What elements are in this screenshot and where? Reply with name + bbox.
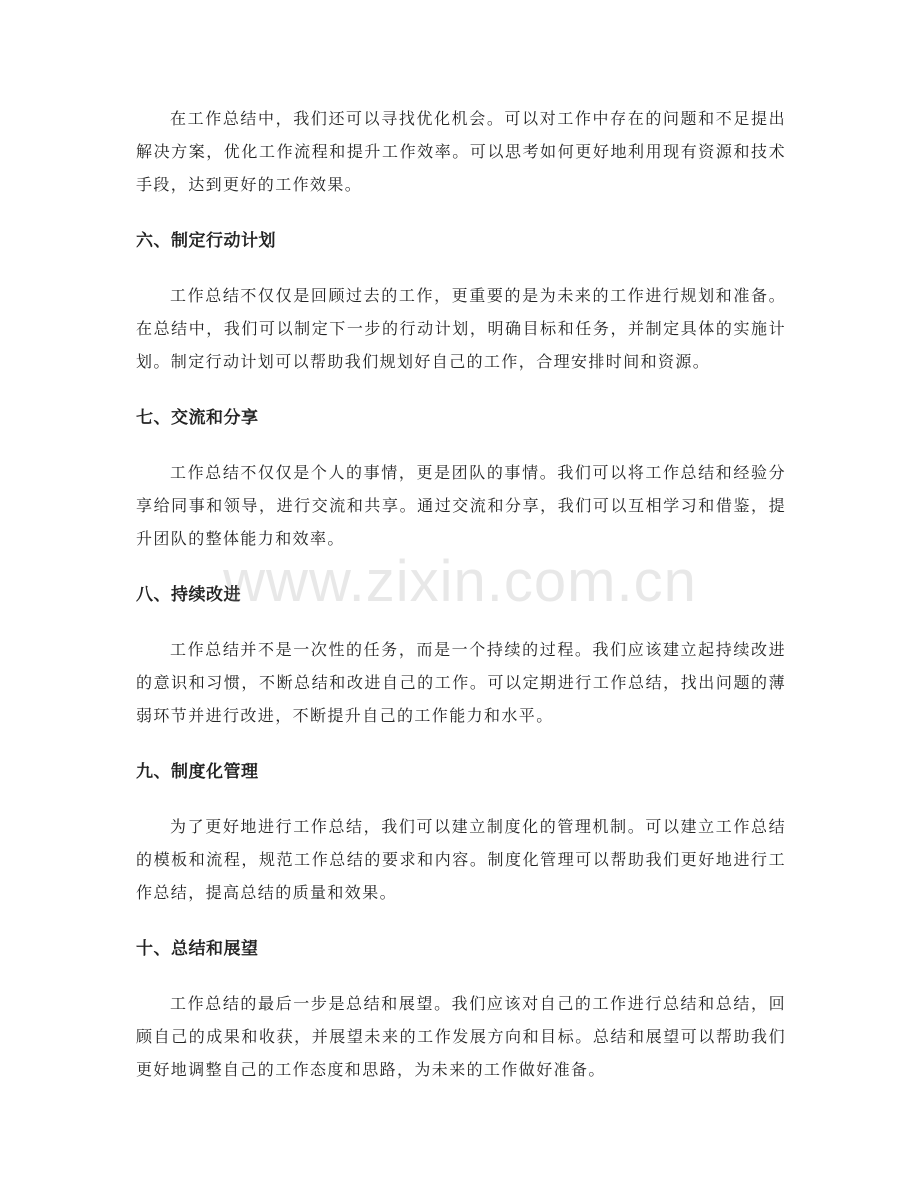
paragraph-section-7: 工作总结不仅仅是个人的事情，更是团队的事情。我们可以将工作总结和经验分享给同事和领导，进行交流和共享。通过交流和分享，我们可以互相学习和借鉴，提升团队的整体能力和效率。 [136, 463, 786, 548]
document-body [136, 102, 786, 1086]
paragraph-section-8: 工作总结并不是一次性的任务，而是一个持续的过程。我们应该建立起持续改进的意识和习惯，不断总结和改进自己的工作。可以定期进行工作总结，找出问题的薄弱环节并进行改进，不断提升自己的工作能力和水平。 [136, 640, 786, 725]
heading-section-10: 十、总结和展望 [136, 939, 259, 959]
heading-section-8: 八、持续改进 [136, 585, 241, 605]
paragraph-section-9: 为了更好地进行工作总结，我们可以建立制度化的管理机制。可以建立工作总结的模板和流程，规范工作总结的要求和内容。制度化管理可以帮助我们更好地进行工作总结，提高总结的质量和效果。 [136, 817, 786, 902]
watermark: www.zixin.com.cn [223, 549, 697, 614]
heading-section-9: 九、制度化管理 [136, 762, 259, 782]
heading-section-6: 六、制定行动计划 [136, 231, 276, 251]
paragraph-section-6: 工作总结不仅仅是回顾过去的工作，更重要的是为未来的工作进行规划和准备。在总结中，我们可以制定下一步的行动计划，明确目标和任务，并制定具体的实施计划。制定行动计划可以帮助我们规划好自己的工作，合理安排时间和资源。 [136, 286, 786, 371]
heading-section-7: 七、交流和分享 [136, 408, 259, 428]
paragraph-section-10: 工作总结的最后一步是总结和展望。我们应该对自己的工作进行总结和总结，回顾自己的成果和收获，并展望未来的工作发展方向和目标。总结和展望可以帮助我们更好地调整自己的工作态度和思路，为未来的工作做好准备。 [136, 994, 786, 1079]
paragraph-optimization: 在工作总结中，我们还可以寻找优化机会。可以对工作中存在的问题和不足提出解决方案，优化工作流程和提升工作效率。可以思考如何更好地利用现有资源和技术手段，达到更好的工作效果。 [136, 109, 786, 194]
